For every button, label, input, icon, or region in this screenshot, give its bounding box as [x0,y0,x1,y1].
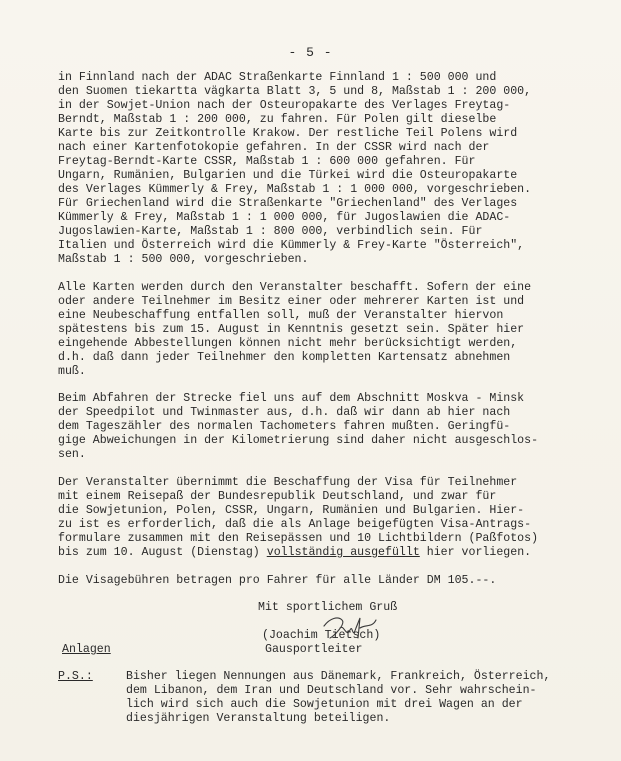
text-line: Der Veranstalter übernimmt die Beschaffung der Visa für Teilnehmer [58,476,518,489]
signatory-title: Gausportleiter [265,643,363,656]
text-line: des Verlages Kümmerly & Frey, Maßstab 1 : 1 000 000, vorgeschrieben. [58,183,532,196]
text-line: in der Sowjet-Union nach der Osteuropakarte des Verlages Freytag- [58,99,511,112]
ps-text-line: diesjährigen Veranstaltung beteiligen. [126,712,391,725]
text-line: Freytag-Berndt-Karte CSSR, Maßstab 1 : 600 000 gefahren. Für [58,155,476,168]
attachments-label: Anlagen [62,643,111,656]
ps-text-line: dem Libanon, dem Iran und Deutschland vor. Sehr wahrschein- [126,684,537,697]
closing-greeting: Mit sportlichem Gruß [258,601,398,614]
text-line: mit einem Reisepaß der Bundesrepublik Deutschland, und zwar für [58,490,497,503]
text-line-deadline [58,546,531,560]
ps-text-line: lich wird sich auch die Sowjetunion mit drei Wagen an der [126,698,523,711]
text-line: eingehende Abbestellungen können nicht mehr berücksichtigt werden, [58,337,518,350]
text-line: spätestens bis zum 15. August in Kenntnis gesetzt sein. Später hier [58,323,525,336]
text-line: oder andere Teilnehmer im Besitz einer oder mehrerer Karten ist und [58,295,525,308]
text-line: Italien und Österreich wird die Kümmerly & Frey-Karte "Österreich", [58,239,525,252]
signatory-name: (Joachim Tietsch) [262,629,381,642]
underlined-emphasis: vollständig ausgefüllt [266,546,420,559]
text-line: zu ist es erforderlich, daß die als Anlage beigefügten Visa-Antrags- [58,518,532,531]
deadline-tail: hier vorliegen. [419,546,532,559]
text-line: d.h. daß dann jeder Teilnehmer den kompletten Kartensatz abnehmen [58,351,511,364]
text-line: eine Neubeschaffung entfallen soll, muß der Veranstalter hiervon [58,309,504,322]
text-line: gige Abweichungen in der Kilometrierung sind daher nicht ausgeschlos- [58,434,539,447]
text-line: muß. [58,365,86,378]
text-line: Jugoslawien-Karte, Maßstab 1 : 800 000, verbindlich sein. Für [58,225,483,238]
text-line: Alle Karten werden durch den Veranstalter beschafft. Sofern der eine [58,281,532,294]
text-line: formulare zusammen mit den Reisepässen und 10 Lichtbildern (Paßfotos) [58,532,539,545]
text-line: Kümmerly & Frey, Maßstab 1 : 1 000 000, für Jugoslawien die ADAC- [58,211,511,224]
text-line: die Sowjetunion, Polen, CSSR, Ungarn, Rumänien und Bulgarien. Hier- [58,504,525,517]
visa-fee-line: Die Visagebühren betragen pro Fahrer für alle Länder DM 105.--. [58,574,497,587]
text-line: in Finnland nach der ADAC Straßenkarte Finnland 1 : 500 000 und [58,71,497,84]
text-line: Berndt, Maßstab 1 : 200 000, zu fahren. Für Polen gilt dieselbe [58,113,497,126]
text-line: dem Tageszähler des normalen Tachometers fahren mußten. Geringfü- [58,420,511,433]
text-line: nach einer Kartenfotokopie gefahren. In der CSSR wird nach der [58,141,490,154]
text-line: Ungarn, Rumänien, Bulgarien und die Türkei wird die Osteuropakarte [58,169,518,182]
text-line: den Suomen tiekartta vägkarta Blatt 3, 5 und 8, Maßstab 1 : 200 000, [58,85,532,98]
text-line: Maßstab 1 : 500 000, vorgeschrieben. [58,253,309,266]
text-line: Beim Abfahren der Strecke fiel uns auf dem Abschnitt Moskva - Minsk [58,392,525,405]
text-line: Karte bis zur Zeitkontrolle Krakow. Der restliche Teil Polens wird [58,127,518,140]
deadline-text: bis zum 10. August (Dienstag) [58,546,267,559]
text-line: Für Griechenland wird die Straßenkarte "Griechenland" des Verlages [58,197,518,210]
text-line: sen. [58,448,86,461]
ps-text-line: Bisher liegen Nennungen aus Dänemark, Frankreich, Österreich, [126,670,551,683]
ps-label: P.S.: [58,670,93,683]
text-line: der Speedpilot und Twinmaster aus, d.h. daß wir dann ab hier nach [58,406,511,419]
page-number: - 5 - [288,45,333,60]
